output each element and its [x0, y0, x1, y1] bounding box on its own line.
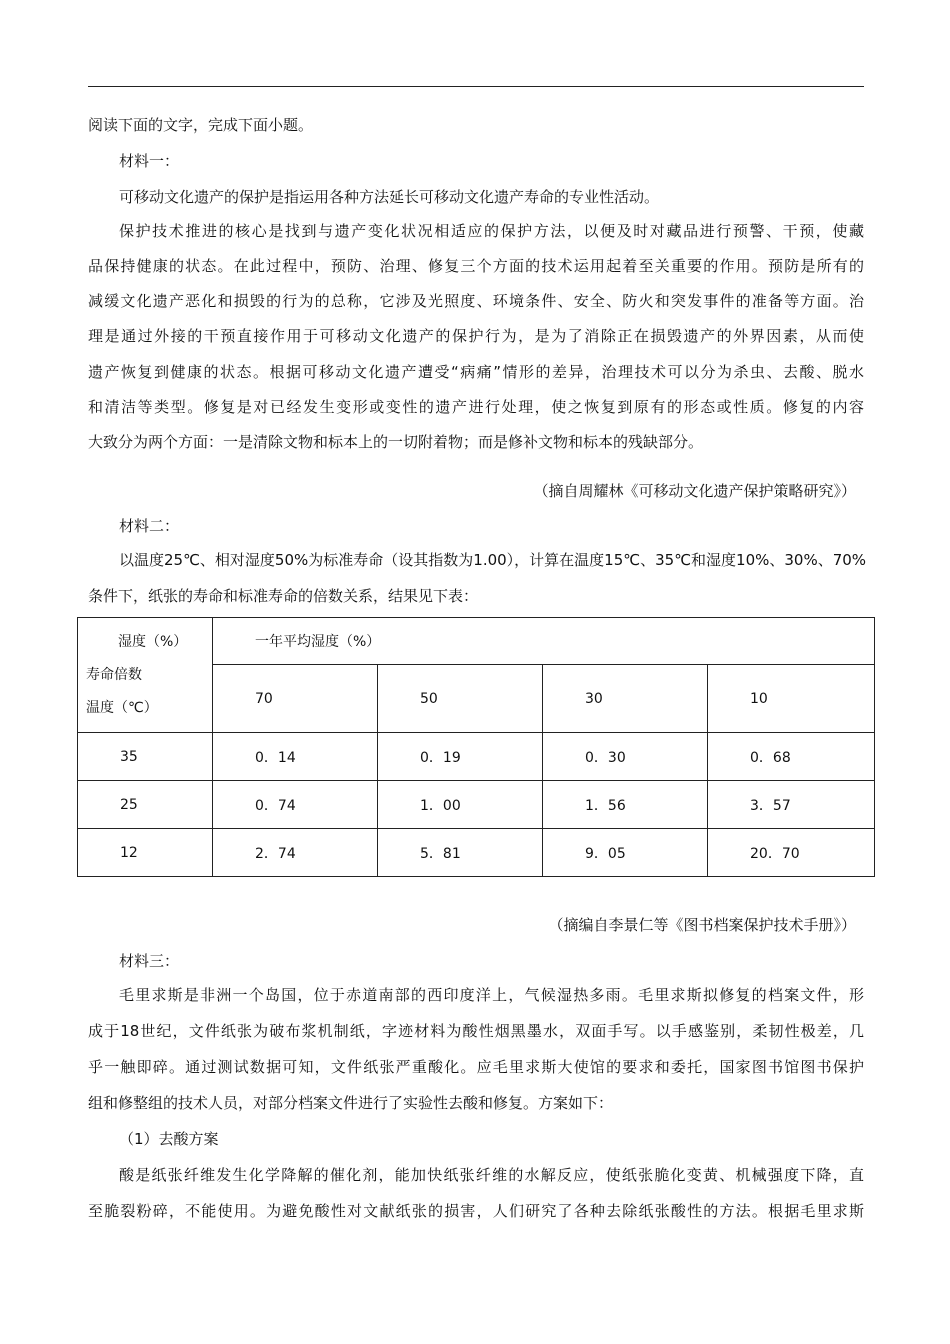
- material-3-subheading: （1）去酸方案: [119, 1130, 219, 1148]
- table-row-header: 35: [78, 733, 213, 781]
- material-1-line: 大致分为两个方面：一是清除文物和标本上的一切附着物；而是修补文物和标本的残缺部分。: [88, 433, 704, 451]
- table-header-cell: 70: [213, 665, 378, 733]
- table-row: [78, 781, 875, 829]
- table-corner-header: [78, 618, 213, 733]
- table-cell: 0．14: [213, 733, 378, 781]
- table-cell: 1．56: [543, 781, 708, 829]
- table-cell: 0．68: [708, 733, 875, 781]
- material-1-label: 材料一：: [119, 152, 180, 170]
- table-cell: 20．70: [708, 829, 875, 877]
- paper-lifespan-table: [77, 617, 875, 877]
- material-2-source: （摘编自李景仁等《图书档案保护技术手册》）: [548, 916, 856, 934]
- instruction: 阅读下面的文字，完成下面小题。: [88, 116, 314, 134]
- material-3-line: 成于18世纪，文件纸张为破布浆机制纸，字迹材料为酸性烟黑墨水，双面手写。以手感鉴别，柔韧性极差，几: [88, 1022, 864, 1040]
- table-cell: 2．74: [213, 829, 378, 877]
- material-3-line: 乎一触即碎。通过测试数据可知，文件纸张严重酸化。应毛里求斯大使馆的要求和委托，国家图书馆图书保护: [88, 1058, 864, 1076]
- material-1-line: 可移动文化遗产的保护是指运用各种方法延长可移动文化遗产寿命的专业性活动。: [119, 188, 660, 206]
- material-3-line: 毛里求斯是非洲一个岛国，位于赤道南部的西印度洋上，气候湿热多雨。毛里求斯拟修复的档案文件，形: [119, 986, 864, 1004]
- table-row-header: 12: [78, 829, 213, 877]
- table-span-header: 一年平均湿度（%）: [213, 618, 875, 665]
- corner-humidity-label: 湿度（%）: [118, 634, 188, 650]
- material-1-line: 遗产恢复到健康的状态。根据可移动文化遗产遭受“病痛”情形的差异，治理技术可以分为杀虫、去酸、脱水: [88, 363, 864, 381]
- table-row-header: 25: [78, 781, 213, 829]
- material-2-line: 以温度25℃、相对湿度50%为标准寿命（设其指数为1.00），计算在温度15℃、35℃和湿度10%、30%、70%: [119, 551, 867, 569]
- table-header-cell: 50: [378, 665, 543, 733]
- table-row: [78, 733, 875, 781]
- material-1-line: 减缓文化遗产恶化和损毁的行为的总称，它涉及光照度、环境条件、安全、防火和突发事件的准备等方面。治: [88, 292, 864, 310]
- material-3-line: 至脆裂粉碎，不能使用。为避免酸性对文献纸张的损害，人们研究了各种去除纸张酸性的方法。根据毛里求斯: [88, 1202, 864, 1220]
- table-row: [78, 618, 875, 665]
- table-cell: 1．00: [378, 781, 543, 829]
- corner-temperature-label: 温度（℃）: [86, 700, 158, 716]
- table-header-cell: 30: [543, 665, 708, 733]
- material-1-source: （摘自周耀林《可移动文化遗产保护策略研究》）: [533, 482, 856, 500]
- table-cell: 5．81: [378, 829, 543, 877]
- table-cell: 0．74: [213, 781, 378, 829]
- header-rule: [88, 86, 864, 87]
- table-cell: 0．30: [543, 733, 708, 781]
- table-header-cell: 10: [708, 665, 875, 733]
- material-2-label: 材料二：: [119, 517, 180, 535]
- corner-lifespan-label: 寿命倍数: [86, 667, 142, 683]
- material-3-line: 组和修整组的技术人员，对部分档案文件进行了实验性去酸和修复。方案如下：: [88, 1094, 614, 1112]
- material-2-line: 条件下，纸张的寿命和标准寿命的倍数关系，结果见下表：: [88, 587, 479, 605]
- material-1-line: 理是通过外接的干预直接作用于可移动文化遗产的保护行为，是为了消除正在损毁遗产的外界因素，从而使: [88, 327, 864, 345]
- table-row: [78, 829, 875, 877]
- material-3-line: 酸是纸张纤维发生化学降解的催化剂，能加快纸张纤维的水解反应，使纸张脆化变黄、机械强度下降，直: [119, 1166, 864, 1184]
- table-cell: 9．05: [543, 829, 708, 877]
- table-cell: 3．57: [708, 781, 875, 829]
- material-1-line: 保护技术推进的核心是找到与遗产变化状况相适应的保护方法，以便及时对藏品进行预警、干预，使藏: [119, 222, 864, 240]
- table-cell: 0．19: [378, 733, 543, 781]
- material-1-line: 品保持健康的状态。在此过程中，预防、治理、修复三个方面的技术运用起着至关重要的作用。预防是所有的: [88, 257, 864, 275]
- material-1-line: 和清洁等类型。修复是对已经发生变形或变性的遗产进行处理，使之恢复到原有的形态或性质。修复的内容: [88, 398, 864, 416]
- material-3-label: 材料三：: [119, 952, 180, 970]
